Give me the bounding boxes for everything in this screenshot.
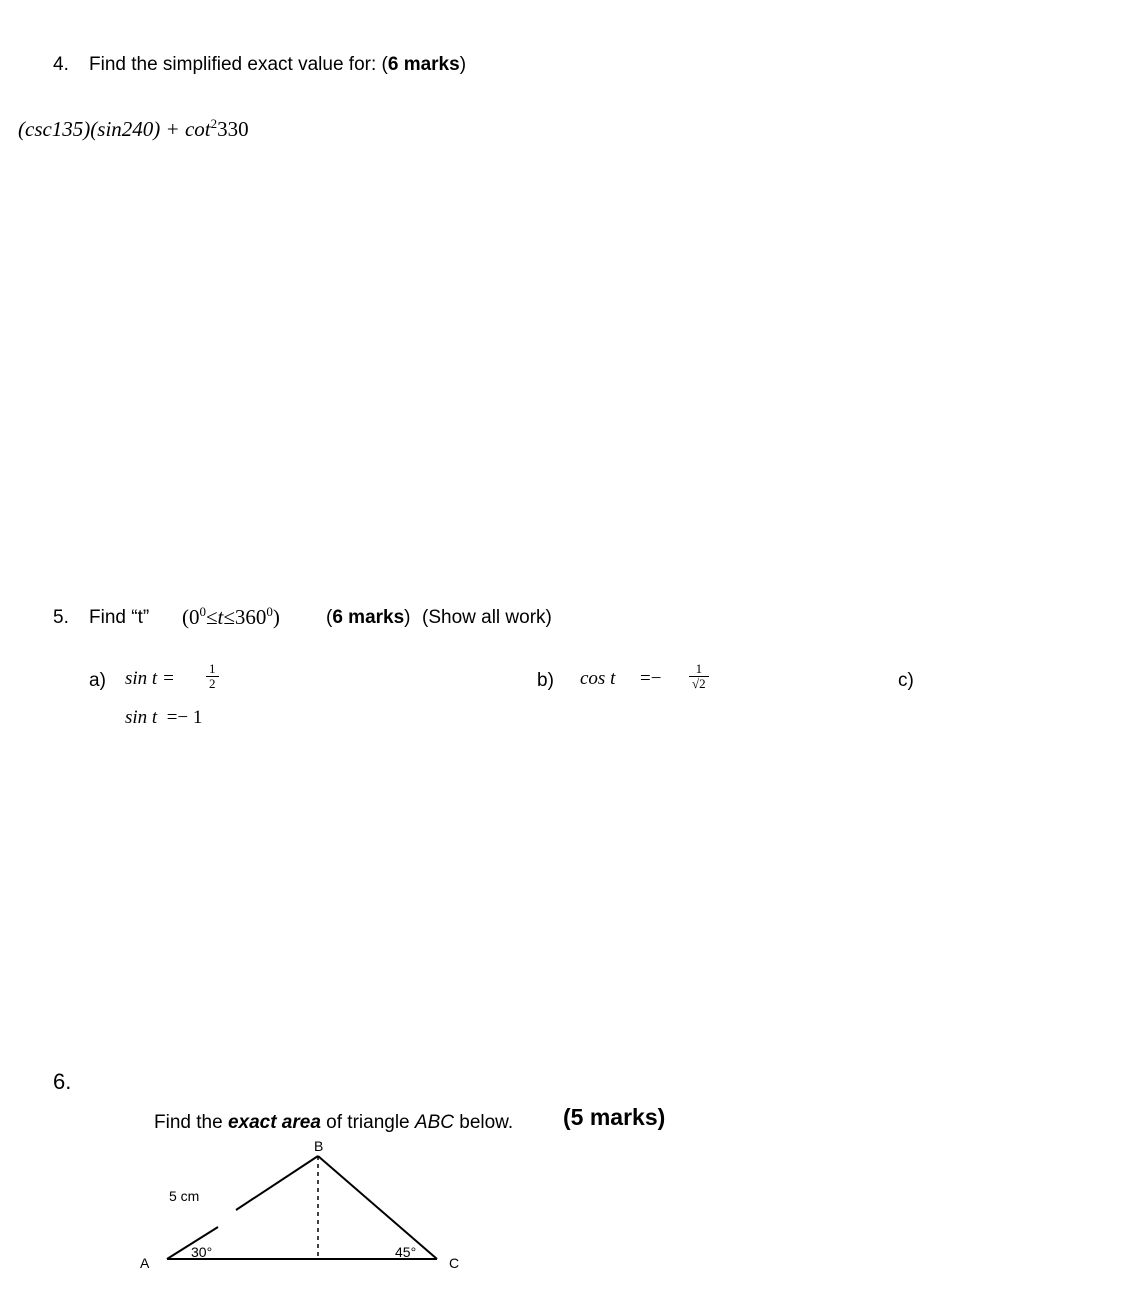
vertex-c-label: C — [449, 1255, 460, 1271]
q5a2-lhs: sin t — [125, 707, 158, 728]
q5-deg-2: 0 — [266, 604, 273, 619]
q5-range-close: ) — [272, 605, 280, 629]
q4-expression — [18, 116, 249, 142]
q4-expr-exponent: 2 — [210, 116, 218, 131]
q4-marks: 6 marks — [387, 54, 460, 75]
q4-expr-part2: 330 — [217, 117, 249, 141]
q5b-numerator: 1 — [689, 662, 709, 677]
q5-find: Find “t” — [89, 607, 150, 628]
q5b-label: b) — [537, 670, 554, 691]
q5a-numerator: 1 — [206, 662, 219, 677]
q6-text-emph: exact area — [227, 1112, 321, 1133]
triangle-abc-figure — [130, 1135, 470, 1275]
q6-number: 6. — [53, 1069, 72, 1094]
q4-text-suffix: ) — [459, 54, 467, 75]
side-bc — [318, 1156, 437, 1259]
q6-text-abc: ABC — [414, 1112, 454, 1133]
vertex-b-label: B — [314, 1138, 324, 1154]
q6-text-mid: of triangle — [320, 1112, 415, 1133]
q4-prompt — [89, 54, 466, 76]
q5c-label: c) — [898, 670, 914, 691]
q4-text-prefix: Find the simplified exact value for: ( — [89, 54, 388, 75]
q5-marks-open: ( — [326, 607, 333, 628]
q5-deg-1: 0 — [199, 604, 206, 619]
q5a2-rhs: =− 1 — [166, 707, 203, 728]
q5b-fraction — [689, 662, 709, 691]
q4-expr-part1: (csc135)(sin240) + cot — [18, 117, 211, 141]
q5-marks-close: ) — [404, 607, 411, 628]
angle-a-label: 30° — [191, 1244, 213, 1260]
q5-show-work: (Show all work) — [422, 607, 552, 628]
q5a-expression: sin t = — [125, 668, 175, 689]
side-length-label: 5 cm — [169, 1188, 200, 1204]
q6-prompt — [154, 1112, 513, 1134]
q5b-equals: =− — [640, 668, 662, 689]
q5a-label: a) — [89, 670, 106, 691]
q5-marks-value: 6 marks — [332, 607, 405, 628]
angle-c-label: 45° — [395, 1244, 417, 1260]
q5-t: t — [217, 605, 224, 629]
q4-number: 4. — [53, 54, 69, 75]
q5a-fraction — [206, 662, 219, 691]
q5-marks — [326, 607, 411, 629]
q5-le-1: ≤ — [206, 605, 218, 629]
q5-range-open: (0 — [182, 605, 200, 629]
vertex-a-label: A — [140, 1255, 150, 1271]
q6-text-suffix: below. — [453, 1112, 514, 1133]
q5-number: 5. — [53, 607, 69, 628]
q6-marks: (5 marks) — [563, 1104, 666, 1130]
q5b-expression: cos t — [580, 668, 616, 689]
q5a-denominator: 2 — [209, 676, 216, 691]
q5b-denominator: √2 — [692, 676, 706, 691]
q5-le-2: ≤ — [223, 605, 235, 629]
q5a2-expression — [125, 707, 202, 729]
q5-upper: 360 — [234, 605, 267, 629]
q6-text-prefix: Find the — [154, 1112, 228, 1133]
side-ab-upper — [236, 1156, 318, 1210]
q5-range — [182, 604, 280, 630]
